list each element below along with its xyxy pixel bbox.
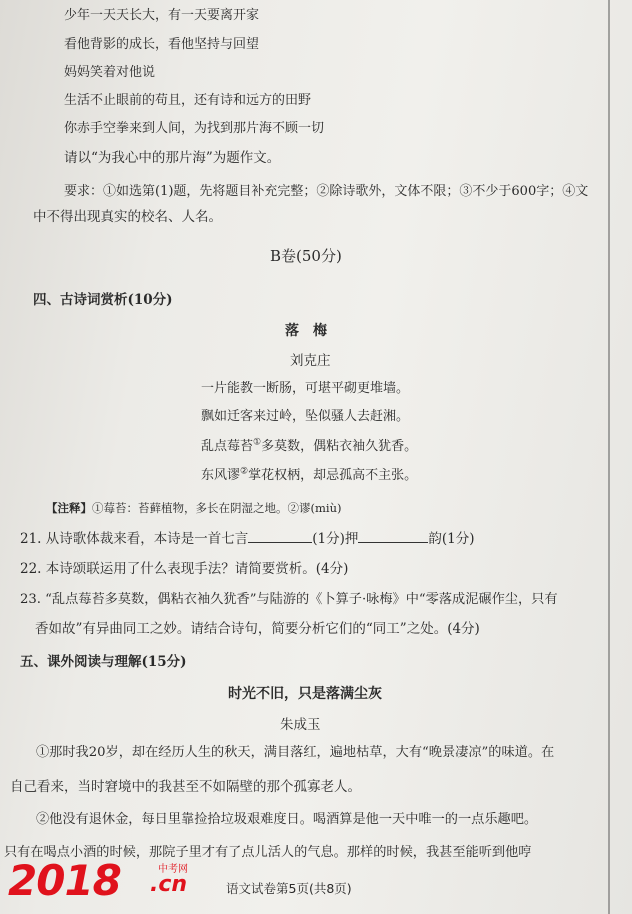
watermark-number: 2018: [8, 856, 121, 905]
page-footer: 语文试卷第5页(共8页): [226, 881, 352, 896]
poem-line-2: 飘如迁客来过岭，坠似骚人去赶湘。: [201, 409, 410, 424]
poem-title: 落 梅: [285, 323, 327, 339]
question-23-line-2: 香如故”有异曲同工之妙。请结合诗句，简要分析它们的“同工”之处。(4分): [35, 621, 480, 637]
poem-line-1: 一片能教一断肠，可堪平砌更堆墙。: [201, 381, 410, 396]
article-p1-line-2: 自己看来，当时窘境中的我甚至不如隔壁的那个孤寡老人。: [10, 779, 361, 795]
section-5-title: 五、课外阅读与理解(15分): [20, 654, 187, 670]
article-p1-line-1: ①那时我20岁，却在经历人生的秋天，满目落红，遍地枯草，大有“晚景凄凉”的味道。在: [36, 745, 555, 760]
section-4-title: 四、古诗词赏析(10分): [33, 292, 173, 308]
article-title: 时光不旧，只是落满尘灰: [228, 686, 382, 702]
footnote-marker-1: ①: [253, 437, 262, 448]
answer-blank-rhyme[interactable]: [358, 530, 428, 543]
watermark-label: 中考网: [158, 864, 188, 875]
site-watermark-logo: [8, 858, 208, 904]
essay-requirements-line-1: 要求：①如选第(1)题，先将题目补充完整；②除诗歌外，文体不限；③不少于600字；④文: [64, 184, 589, 199]
article-p2-line-1: ②他没有退休金，每日里靠捡拾垃圾艰难度日。喝酒算是他一天中唯一的一点乐趣吧。: [36, 812, 538, 827]
poem-intro-line-3: 妈妈笑着对他说: [64, 65, 156, 80]
poem-intro-line-5: 你赤手空拳来到人间，为找到那片海不顾一切: [64, 121, 325, 136]
question-23-line-1: 23. “乱点莓苔多莫数，偶粘衣袖久犹香”与陆游的《卜算子·咏梅》中“零落成泥碾作尘，只有: [20, 592, 558, 607]
poem-intro-line-2: 看他背影的成长，看他坚持与回望: [64, 37, 260, 52]
poem-intro-line-4: 生活不止眼前的苟且，还有诗和远方的田野: [64, 93, 312, 108]
question-22: 22. 本诗颂联运用了什么表现手法？请简要赏析。(4分): [20, 561, 349, 577]
essay-prompt: 请以“为我心中的那片海”为题作文。: [64, 150, 281, 166]
article-author: 朱成玉: [280, 717, 321, 733]
article-p2-line-2: 只有在喝点小酒的时候，那院子里才有了点儿活人的气息。那样的时候，我甚至能听到他哼: [4, 845, 532, 860]
poem-line-3: 乱点莓苔①多莫数，偶粘衣袖久犹香。: [201, 437, 418, 454]
footnote-marker-2: ②: [240, 466, 249, 477]
watermark-suffix: .cn: [150, 872, 188, 897]
poem-author: 刘克庄: [290, 353, 331, 369]
poem-intro-line-1: 少年一天天长大，有一天要离开家: [64, 8, 260, 23]
essay-requirements-line-2: 中不得出现真实的校名、人名。: [33, 209, 222, 225]
page-edge-shadow: [608, 0, 610, 914]
answer-blank-genre[interactable]: [248, 530, 312, 543]
part-b-title: B卷(50分): [270, 247, 342, 265]
poem-notes: 【注释】①莓苔：苔藓植物，多长在阴湿之地。②谬(miù): [46, 501, 342, 515]
poem-line-4: 东风谬②掌花权柄，却忌孤高不主张。: [201, 466, 418, 483]
question-21: 21. 从诗歌体裁来看，本诗是一首七言 (1分)押 韵(1分): [20, 531, 475, 547]
